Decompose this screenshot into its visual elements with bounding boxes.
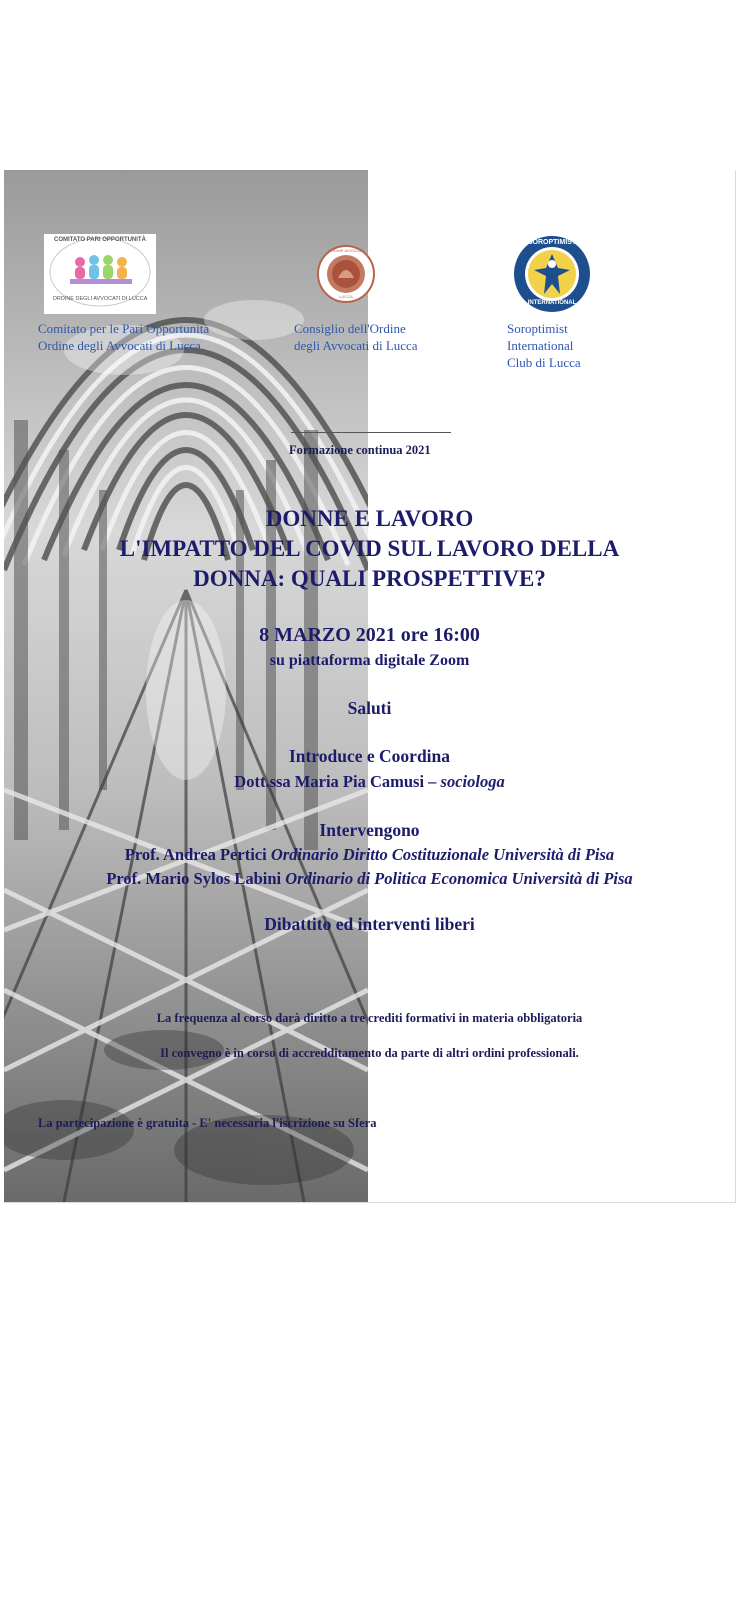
credits-note: La frequenza al corso darà diritto a tre crediti formativi in materia obbligatoria	[156, 1011, 583, 1025]
event-date: 8 MARZO 2021 ore 16:00	[259, 624, 480, 646]
moderator-line	[4, 772, 735, 792]
org-label-line: International	[507, 338, 574, 353]
org-label-consiglio	[294, 320, 418, 354]
org-label-comitato	[38, 320, 209, 354]
speaker-role: Ordinario Diritto Costituzionale Università di Pisa	[270, 845, 615, 864]
org-label-line: Ordine degli Avvocati di Lucca	[38, 338, 201, 353]
speaker-role: Ordinario di Politica Economica Università di Pisa	[285, 869, 633, 888]
org-label-line: Comitato per le Pari Opportunità	[38, 321, 210, 336]
seal-ring-text: ORDINE AVVOCATI	[327, 248, 365, 253]
title-line: L'IMPATTO DEL COVID SUL LAVORO DELLA	[119, 536, 620, 561]
participation-note: La partecipazione è gratuita - E' necessaria l'iscrizione su Sfera	[38, 1116, 377, 1130]
soroptimist-bottom-text: INTERNATIONAL	[527, 300, 577, 306]
moderator-heading: Introduce e Coordina	[288, 746, 451, 766]
event-title	[4, 504, 735, 594]
org-label-line: degli Avvocati di Lucca	[294, 338, 418, 353]
ordine-avvocati-seal	[316, 244, 376, 304]
org-label-line: Club di Lucca	[507, 355, 581, 370]
soroptimist-top-text: SOROPTIMIST	[527, 239, 577, 246]
event-poster	[4, 170, 736, 1203]
speaker-name: Prof. Mario Sylos Labini	[106, 869, 282, 888]
speaker-row	[4, 869, 735, 889]
org-label-line: Consiglio dell'Ordine	[294, 321, 406, 336]
speaker-row	[4, 845, 735, 865]
kicker-text: Formazione continua 2021	[289, 443, 431, 457]
logo-ring-text: COMITATO PARI OPPORTUNITÀ	[54, 237, 146, 243]
greetings-heading: Saluti	[347, 698, 392, 718]
seal-bottom-text: LUCCA	[339, 294, 353, 299]
speaker-name: Prof. Andrea Pertici	[124, 845, 267, 864]
accreditation-note: Il convegno è in corso di accredditamento da parte di altri ordini professionali.	[160, 1046, 579, 1060]
org-label-soroptimist	[507, 320, 581, 371]
comitato-pari-opportunita-logo	[44, 234, 156, 314]
title-line: DONNA: QUALI PROSPETTIVE?	[193, 566, 546, 591]
moderator-role: sociologa	[440, 772, 505, 791]
divider-line	[291, 432, 451, 433]
title-line: DONNE E LAVORO	[265, 506, 474, 531]
event-platform: su piattaforma digitale Zoom	[269, 652, 470, 669]
org-label-line: Soroptimist	[507, 321, 568, 336]
logo-bottom-text: ORDINE DEGLI AVVOCATI DI LUCCA	[52, 296, 148, 302]
moderator-name: Dott.ssa Maria Pia Camusi –	[234, 772, 437, 791]
soroptimist-logo	[512, 234, 592, 314]
speakers-heading: Intervengono	[319, 820, 420, 840]
debate-heading: Dibattito ed interventi liberi	[264, 914, 475, 934]
